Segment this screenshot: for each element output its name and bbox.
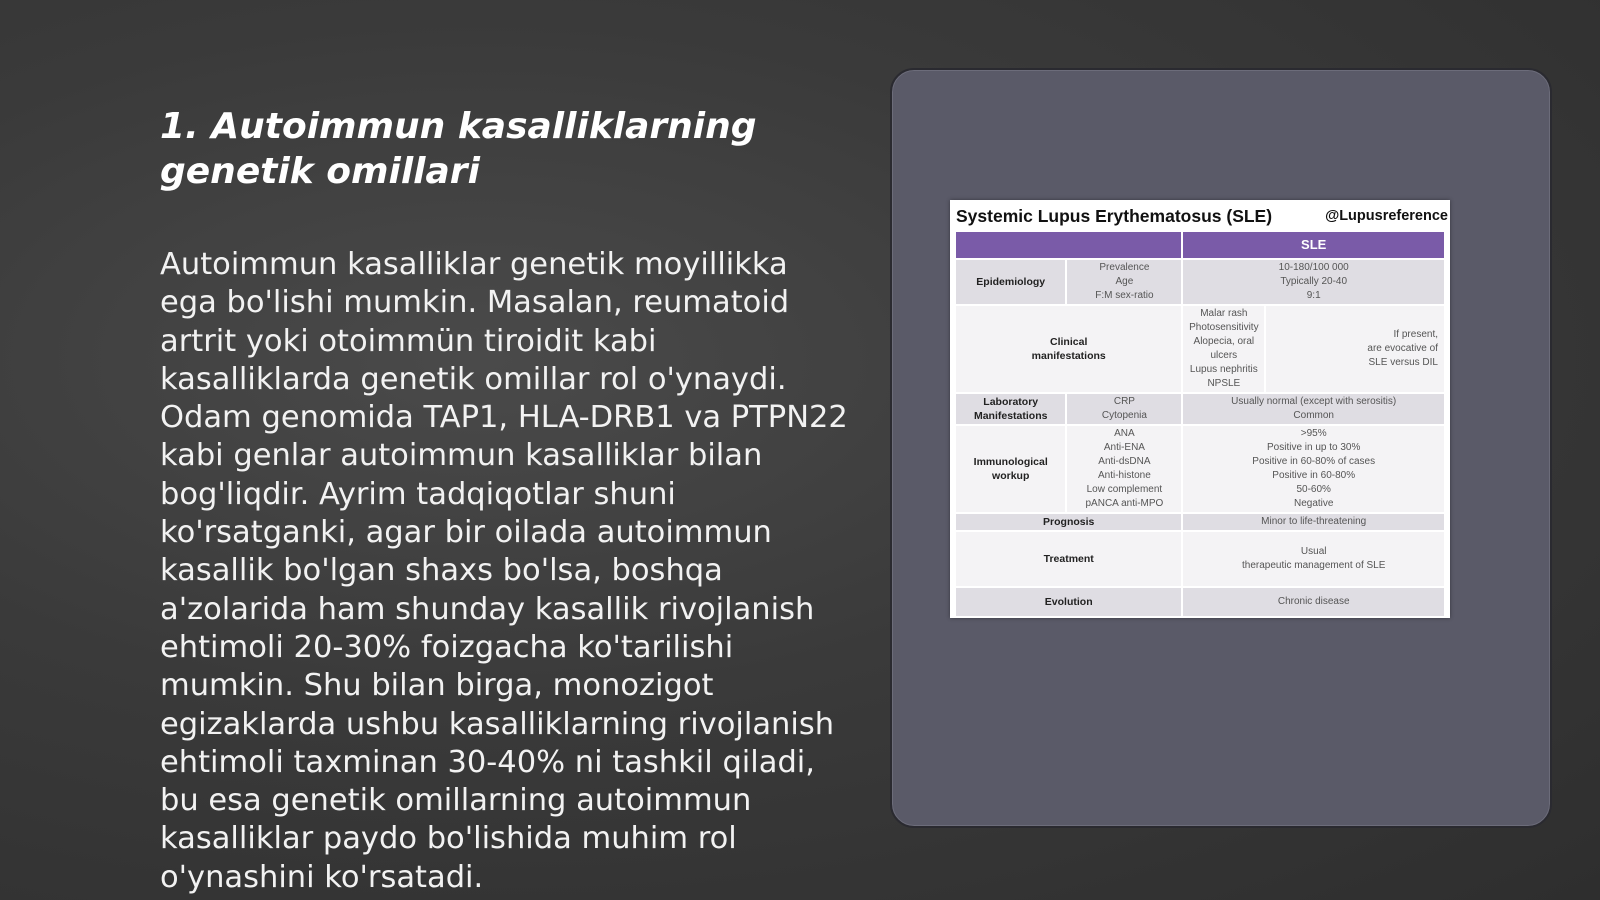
row-values: Minor to life-threatening	[1183, 514, 1444, 530]
header-blank-cell	[956, 232, 1181, 258]
slide-body-text: Autoimmun kasalliklar genetik moyillikka ega bo'lishi mumkin. Masalan, reumatoid artrit yoki otoimmün tiroidit kabi kasalliklarda genetik omillar rol o'ynaydi. Odam genomida TAP1, HLA-DRB1 va PTPN22 kabi genlar autoimmun kasalliklar bilan bog'liqdir. Ayrim tadqiqotlar shuni ko'rsatganki, agar bir oilada autoimmun kasallik bo'lgan shaxs bo'lsa, boshqa a'zolarida ham shunday kasallik rivojlanish ehtimoli 20-30% foizgacha ko'tarilishi mumkin. Shu bilan birga, monozigot egizaklarda ushbu kasalliklarning rivojlanish ehtimoli taxminan 30-40% ni tashkil qiladi, bu esa genetik omillarning autoimmun kasalliklar paydo bo'lishida muhim rol o'ynashini ko'rsatadi.	[160, 247, 848, 895]
row-label: Prognosis	[956, 514, 1181, 530]
row-params: ANA Anti-ENA Anti-dsDNA Anti-histone Low complement pANCA anti-MPO	[1067, 426, 1181, 512]
row-values: Chronic disease	[1183, 588, 1444, 616]
image-handle: @Lupusreference	[1325, 208, 1448, 224]
row-label: Evolution	[956, 588, 1181, 616]
table-row	[956, 394, 1444, 424]
row-values: Usually normal (except with serositis) Common	[1183, 394, 1444, 424]
row-label: Laboratory Manifestations	[956, 394, 1065, 424]
row-params: CRP Cytopenia	[1067, 394, 1181, 424]
table-row	[956, 306, 1444, 392]
image-title: Systemic Lupus Erythematosus (SLE)	[956, 206, 1273, 226]
table-row	[956, 532, 1444, 586]
table-row	[956, 514, 1444, 530]
table-row	[956, 426, 1444, 512]
sle-table	[954, 230, 1446, 618]
row-note: If present, are evocative of SLE versus DIL	[1266, 306, 1444, 392]
row-params: Malar rash Photosensitivity Alopecia, oral ulcers Lupus nephritis NPSLE	[1183, 306, 1264, 392]
table-header-row	[956, 232, 1444, 258]
row-values: 10-180/100 000 Typically 20-40 9:1	[1183, 260, 1444, 304]
row-label: Epidemiology	[956, 260, 1065, 304]
image-header	[950, 200, 1450, 230]
table-row	[956, 588, 1444, 616]
table-row	[956, 260, 1444, 304]
header-sle-cell: SLE	[1183, 232, 1444, 258]
row-params: Prevalence Age F:M sex-ratio	[1067, 260, 1181, 304]
row-values: Usual therapeutic management of SLE	[1183, 532, 1444, 586]
row-label: Treatment	[956, 532, 1181, 586]
sle-reference-image	[950, 200, 1450, 618]
row-values: >95% Positive in up to 30% Positive in 60-80% of cases Positive in 60-80% 50-60% Negative	[1183, 426, 1444, 512]
slide-title: 1. Autoimmun kasalliklarning genetik omillari	[160, 106, 757, 192]
row-label: Clinical manifestations	[956, 306, 1181, 392]
row-label: Immunological workup	[956, 426, 1065, 512]
